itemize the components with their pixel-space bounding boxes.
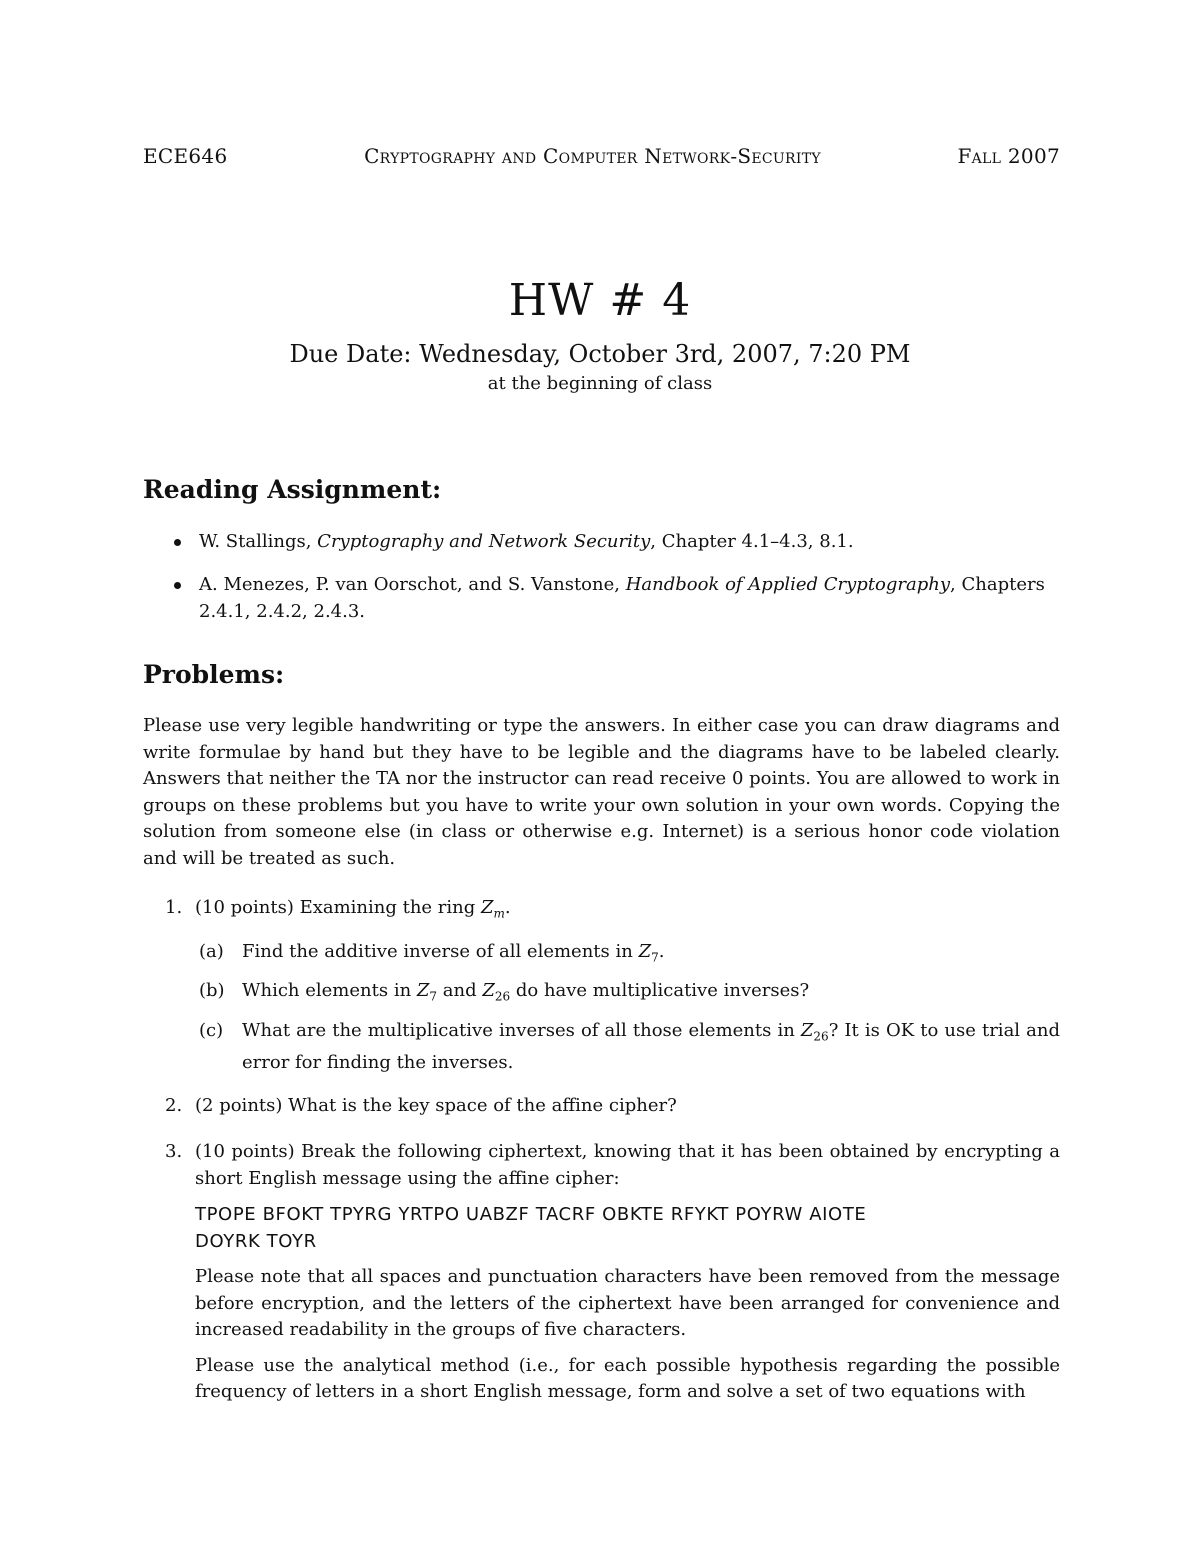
- reading-author: W. Stallings,: [199, 531, 318, 552]
- problem-1: [143, 895, 1060, 1077]
- problem-2: [143, 1093, 1060, 1120]
- problem-list: [143, 895, 1060, 1406]
- problems-heading: Problems:: [143, 660, 285, 689]
- problem-3-method: Please use the analytical method (i.e., for each possible hypothesis regarding the possible frequency of letters in a short English message, form and solve a set of two equations with: [195, 1354, 1060, 1403]
- ciphertext-line: DOYRK TOYR: [195, 1231, 317, 1253]
- reading-list: [143, 528, 1060, 641]
- problem-1b: (b) Which elements in $Z_7$ and $Z_{26}$ do have multiplicative inverses?: [199, 980, 810, 1004]
- reading-chapters: , Chapter 4.1–4.3, 8.1.: [650, 531, 854, 552]
- problem-1-text: (10 points) Examining the ring $Z_m$.: [195, 897, 511, 921]
- course-code: ECE646: [143, 144, 228, 168]
- course-term: Fall 2007: [957, 144, 1060, 168]
- problems-intro: Please use very legible handwriting or type the answers. In either case you can draw diagrams and write formulae by hand but they have to be legible and the diagrams have to be labeled clearly. Answers that neither the TA nor the instructor can read receive 0 points. You are allowed to work in groups on these problems but you have to write your own solution in your own words. Copying the solution from someone else (in class or otherwise e.g. Internet) is a serious honor code violation and will be treated as such.: [143, 715, 1060, 869]
- reading-book: Handbook of Applied Cryptography: [625, 574, 951, 595]
- page-header: [143, 144, 1060, 168]
- problem-number: 2.: [165, 1094, 183, 1116]
- problem-3-note: Please note that all spaces and punctuation characters have been removed from the message before encryption, and the letters of the ciphertext have been arranged for convenience and increased readability in the groups of five characters.: [195, 1266, 1060, 1341]
- reading-book: Cryptography and Network Security: [317, 531, 651, 552]
- course-title: Cryptography and Computer Network-Security: [364, 144, 821, 168]
- reading-item: [143, 571, 1060, 625]
- homework-title: HW # 4: [508, 275, 692, 326]
- problem-3: [143, 1139, 1060, 1406]
- ciphertext-line: TPOPE BFOKT TPYRG YRTPO UABZF TACRF OBKTE RFYKT POYRW AIOTE: [195, 1204, 867, 1226]
- problem-2-text: (2 points) What is the key space of the affine cipher?: [195, 1094, 677, 1116]
- reading-heading: Reading Assignment:: [143, 475, 442, 504]
- reading-author: A. Menezes, P. van Oorschot, and S. Vanstone,: [199, 574, 626, 595]
- problem-1c: (c) What are the multiplicative inverses of all those elements in $Z_{26}$? It is OK to use trial and error for finding the inverses.: [199, 1020, 1060, 1074]
- problem-1a: (a) Find the additive inverse of all elements in $Z_7$.: [199, 941, 665, 965]
- due-date: Due Date: Wednesday, October 3rd, 2007, 7:20 PM: [289, 340, 911, 368]
- problem-number: 3.: [165, 1141, 183, 1163]
- problem-number: 1.: [165, 897, 183, 918]
- reading-chapters: , Chapters 2.4.1, 2.4.2, 2.4.3.: [199, 574, 1045, 622]
- ciphertext: [195, 1201, 1060, 1255]
- due-note: at the beginning of class: [487, 373, 713, 394]
- reading-item: [143, 528, 1060, 555]
- problem-3-text: (10 points) Break the following ciphertext, knowing that it has been obtained by encrypting a short English message using the affine cipher:: [195, 1141, 1060, 1189]
